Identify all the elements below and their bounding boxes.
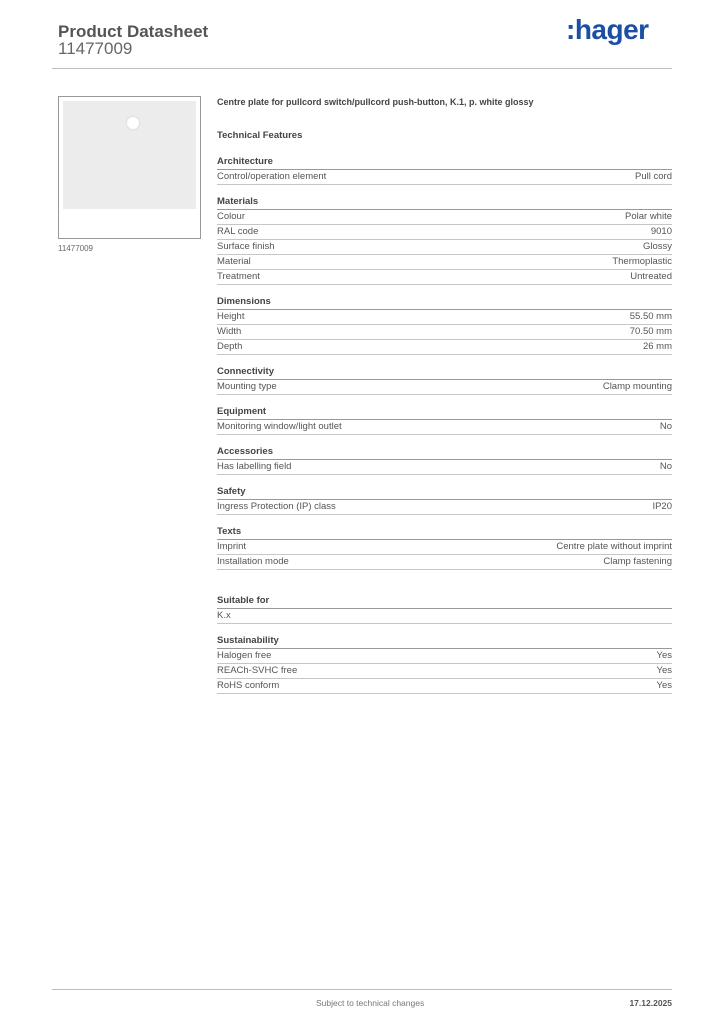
feature-value: Clamp fastening <box>603 556 672 567</box>
feature-row <box>217 325 672 340</box>
article-number: 11477009 <box>58 39 133 58</box>
section-title: Materials <box>217 195 672 210</box>
section-title: Dimensions <box>217 295 672 310</box>
feature-value: Thermoplastic <box>612 256 672 267</box>
feature-label: RoHS conform <box>217 680 280 691</box>
section-sustainability <box>217 634 672 694</box>
feature-row <box>217 240 672 255</box>
feature-row <box>217 310 672 325</box>
footer-date: 17.12.2025 <box>629 998 672 1008</box>
feature-value: Pull cord <box>635 171 672 182</box>
section-dimensions <box>217 295 672 355</box>
footer-divider <box>52 989 672 990</box>
section-suitable-for <box>217 594 672 624</box>
feature-label: Halogen free <box>217 650 272 661</box>
feature-value: No <box>659 421 672 432</box>
feature-label: Height <box>217 311 245 322</box>
technical-features-heading: Technical Features <box>217 130 303 141</box>
feature-value: Yes <box>656 680 672 691</box>
feature-row <box>217 210 672 225</box>
section-title: Equipment <box>217 405 672 420</box>
section-materials <box>217 195 672 285</box>
feature-label: K.x <box>217 610 231 621</box>
feature-value: IP20 <box>652 501 672 512</box>
feature-row <box>217 225 672 240</box>
product-description: Centre plate for pullcord switch/pullcord push-button, K.1, p. white glossy <box>217 97 534 107</box>
image-caption: 11477009 <box>58 244 93 253</box>
feature-value: Clamp mounting <box>602 381 672 392</box>
feature-label: Treatment <box>217 271 260 282</box>
feature-label: REACh-SVHC free <box>217 665 298 676</box>
feature-value: 55.50 mm <box>629 311 672 322</box>
feature-value: 70.50 mm <box>629 326 672 337</box>
feature-row <box>217 170 672 185</box>
feature-row <box>217 500 672 515</box>
feature-label: Mounting type <box>217 381 277 392</box>
feature-row <box>217 270 672 285</box>
centre-plate-illustration <box>63 101 196 209</box>
section-title: Suitable for <box>217 594 672 609</box>
feature-value: Glossy <box>642 241 672 252</box>
section-title: Architecture <box>217 155 672 170</box>
feature-value: 26 mm <box>642 341 672 352</box>
feature-label: Surface finish <box>217 241 275 252</box>
section-architecture <box>217 155 672 185</box>
page-title: Product Datasheet <box>58 22 209 41</box>
feature-value: Yes <box>656 650 672 661</box>
feature-row <box>217 609 672 624</box>
pullcord-hole <box>127 117 139 129</box>
feature-label: Monitoring window/light outlet <box>217 421 342 432</box>
feature-value: Yes <box>656 665 672 676</box>
feature-label: Has labelling field <box>217 461 292 472</box>
feature-label: RAL code <box>217 226 259 237</box>
feature-label: Colour <box>217 211 245 222</box>
section-equipment <box>217 405 672 435</box>
section-safety <box>217 485 672 515</box>
product-image <box>58 96 201 239</box>
feature-value: Untreated <box>630 271 672 282</box>
feature-label: Width <box>217 326 242 337</box>
feature-label: Imprint <box>217 541 247 552</box>
section-title: Texts <box>217 525 672 540</box>
section-accessories <box>217 445 672 475</box>
feature-row <box>217 664 672 679</box>
feature-row <box>217 255 672 270</box>
feature-row <box>217 340 672 355</box>
feature-value: Centre plate without imprint <box>556 541 672 552</box>
feature-label: Depth <box>217 341 243 352</box>
feature-row <box>217 679 672 694</box>
feature-row <box>217 540 672 555</box>
feature-row <box>217 380 672 395</box>
header-divider <box>52 68 672 69</box>
feature-value: Polar white <box>625 211 672 222</box>
feature-value: No <box>659 461 672 472</box>
section-title: Accessories <box>217 445 672 460</box>
feature-label: Installation mode <box>217 556 289 567</box>
feature-row <box>217 555 672 570</box>
feature-row <box>217 460 672 475</box>
section-title: Sustainability <box>217 634 672 649</box>
footer-note: Subject to technical changes <box>316 998 425 1008</box>
section-connectivity <box>217 365 672 395</box>
feature-sections <box>217 155 672 694</box>
feature-label: Material <box>217 256 251 267</box>
feature-label: Ingress Protection (IP) class <box>217 501 336 512</box>
datasheet-content <box>217 95 672 694</box>
feature-row <box>217 649 672 664</box>
section-title: Connectivity <box>217 365 672 380</box>
feature-value: 9010 <box>650 226 672 237</box>
section-texts <box>217 525 672 570</box>
feature-label: Control/operation element <box>217 171 327 182</box>
hager-logo: :hager <box>566 14 649 45</box>
feature-row <box>217 420 672 435</box>
section-title: Safety <box>217 485 672 500</box>
